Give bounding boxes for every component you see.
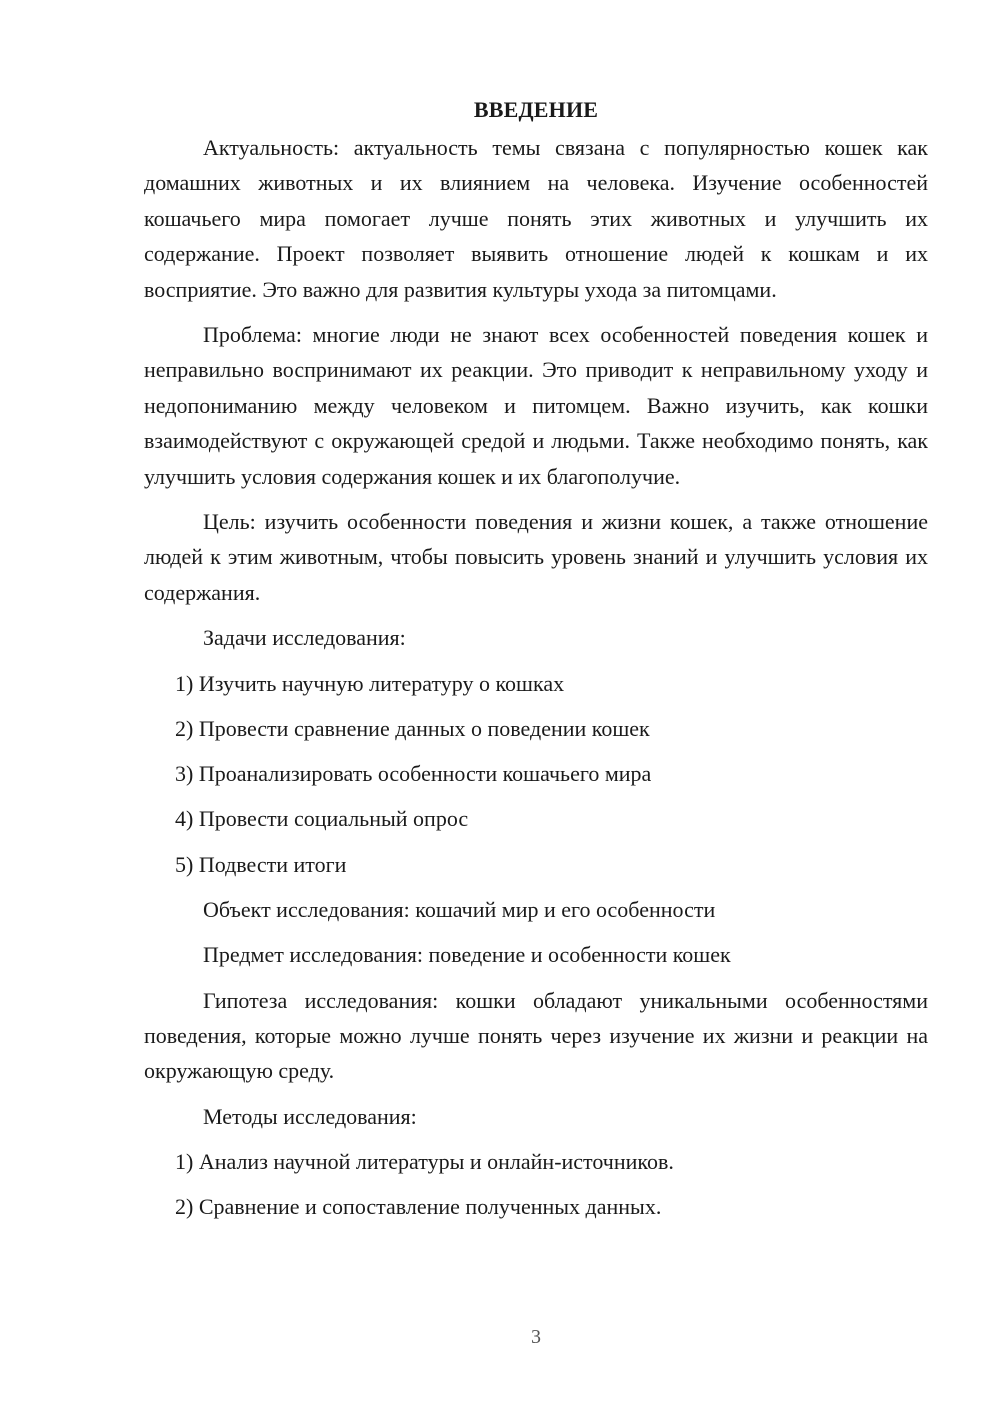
methods-label: Методы исследования: (203, 1103, 417, 1129)
methods-list (144, 1144, 928, 1225)
document-page (144, 92, 928, 1235)
research-subject: Предмет исследования: поведение и особенности кошек (203, 942, 731, 968)
list-item: 2) Провести сравнение данных о поведении кошек (175, 715, 650, 741)
section-heading: ВВЕДЕНИЕ (473, 97, 599, 122)
page-number: 3 (531, 1326, 541, 1348)
list-item: 5) Подвести итоги (175, 851, 347, 877)
list-item: 2) Сравнение и сопоставление полученных данных. (175, 1194, 662, 1220)
paragraph-relevance: Актуальность: актуальность темы связана с популярностью кошек как домашних животных и их влиянием на человека. Изучение особенностей кошачьего мира помогает лучше понять этих животных и улучшить их содержание. Проект позволяет выявить отношение людей к кошкам и их восприятие. Это важно для развития культуры ухода за питомцами. (144, 135, 928, 302)
list-item: 1) Анализ научной литературы и онлайн-источников. (175, 1149, 674, 1175)
tasks-list (144, 666, 928, 882)
tasks-label: Задачи исследования: (203, 625, 406, 651)
paragraph-goal: Цель: изучить особенности поведения и жизни кошек, а также отношение людей к этим животным, чтобы повысить уровень знаний и улучшить условия их содержания. (144, 509, 928, 605)
paragraph-problem: Проблема: многие люди не знают всех особенностей поведения кошек и неправильно воспринимают их реакции. Это приводит к неправильному уходу и недопониманию между человеком и питомцем. Важно изучить, как кошки взаимодействуют с окружающей средой и людьми. Также необходимо понять, как улучшить условия содержания кошек и их благополучие. (144, 322, 928, 489)
paragraph-hypothesis: Гипотеза исследования: кошки обладают уникальными особенностями поведения, которые можно лучше понять через изучение их жизни и реакции на окружающую среду. (144, 987, 928, 1084)
list-item: 1) Изучить научную литературу о кошках (175, 670, 565, 696)
list-item: 3) Проанализировать особенности кошачьего мира (175, 761, 652, 787)
research-object: Объект исследования: кошачий мир и его особенности (203, 896, 716, 922)
list-item: 4) Провести социальный опрос (175, 806, 469, 832)
